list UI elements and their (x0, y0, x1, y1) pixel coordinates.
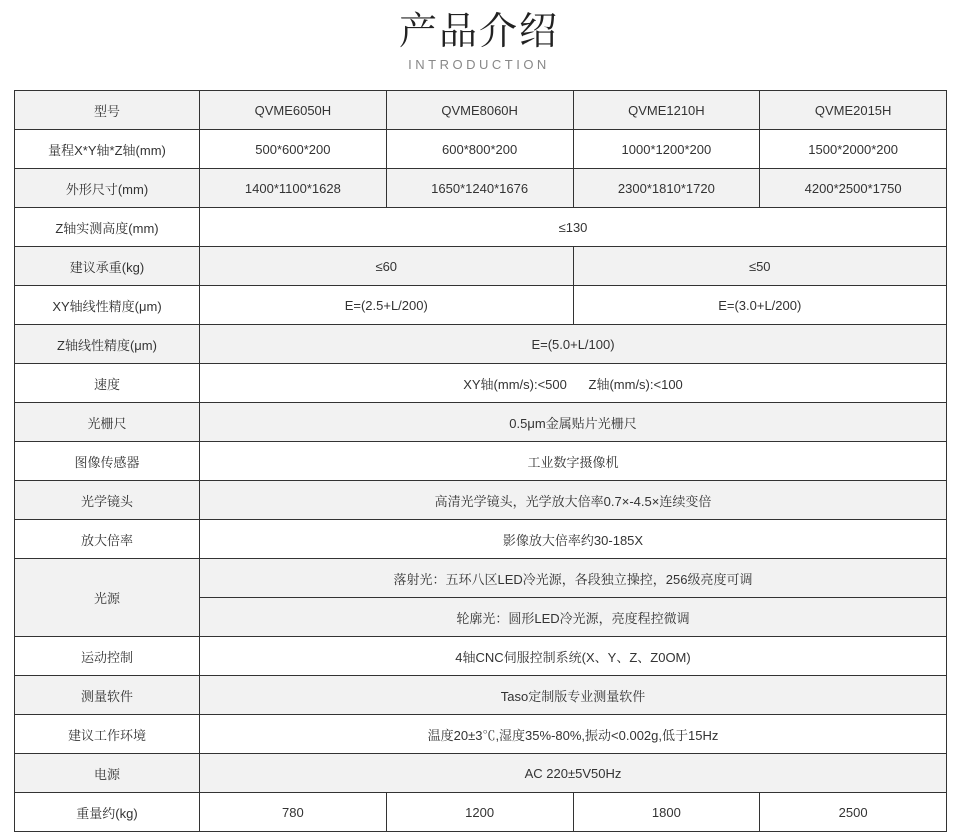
table-row (15, 247, 947, 286)
row-label: 建议承重(kg) (15, 247, 200, 286)
row-label: 速度 (15, 364, 200, 403)
table-row (15, 676, 947, 715)
table-row (15, 793, 947, 832)
table-cell: 轮廓光：圆形LED冷光源，亮度程控微调 (200, 598, 947, 637)
table-cell: AC 220±5V50Hz (200, 754, 947, 793)
table-cell: E=(3.0+L/200) (573, 286, 947, 325)
table-row (15, 130, 947, 169)
table-cell: QVME2015H (760, 91, 947, 130)
table-row (15, 520, 947, 559)
table-cell: E=(5.0+L/100) (200, 325, 947, 364)
table-row (15, 325, 947, 364)
row-label: 型号 (15, 91, 200, 130)
table-cell: XY轴(mm/s):<500 Z轴(mm/s):<100 (200, 364, 947, 403)
row-label: 建议工作环境 (15, 715, 200, 754)
page-subtitle: INTRODUCTION (408, 57, 550, 72)
row-label: 运动控制 (15, 637, 200, 676)
row-label: XY轴线性精度(μm) (15, 286, 200, 325)
table-cell: ≤60 (200, 247, 574, 286)
table-cell: QVME1210H (573, 91, 760, 130)
table-row (15, 403, 947, 442)
table-cell: 1400*1100*1628 (200, 169, 387, 208)
table-cell: ≤130 (200, 208, 947, 247)
table-cell: 2300*1810*1720 (573, 169, 760, 208)
table-cell: 1000*1200*200 (573, 130, 760, 169)
table-row (15, 208, 947, 247)
table-row (15, 91, 947, 130)
table-row (15, 715, 947, 754)
row-label: 外形尺寸(mm) (15, 169, 200, 208)
table-row (15, 481, 947, 520)
table-row (15, 637, 947, 676)
spec-table (14, 90, 947, 832)
row-label: 放大倍率 (15, 520, 200, 559)
table-cell: 高清光学镜头，光学放大倍率0.7×-4.5×连续变倍 (200, 481, 947, 520)
table-row (15, 559, 947, 598)
row-label: Z轴实测高度(mm) (15, 208, 200, 247)
table-cell: 4200*2500*1750 (760, 169, 947, 208)
row-label: Z轴线性精度(μm) (15, 325, 200, 364)
table-row (15, 364, 947, 403)
row-label: 图像传感器 (15, 442, 200, 481)
row-label: 测量软件 (15, 676, 200, 715)
row-label: 光学镜头 (15, 481, 200, 520)
table-row (15, 442, 947, 481)
table-cell: 2500 (760, 793, 947, 832)
page-title: 产品介绍 (398, 9, 559, 53)
row-label: 电源 (15, 754, 200, 793)
table-cell: 温度20±3℃,湿度35%-80%,振动<0.002g,低于15Hz (200, 715, 947, 754)
table-row (15, 286, 947, 325)
table-cell: 780 (200, 793, 387, 832)
table-cell: 工业数字摄像机 (200, 442, 947, 481)
table-cell: ≤50 (573, 247, 947, 286)
table-cell: 1200 (386, 793, 573, 832)
table-cell: QVME8060H (386, 91, 573, 130)
table-cell: 1650*1240*1676 (386, 169, 573, 208)
table-cell: 600*800*200 (386, 130, 573, 169)
table-row (15, 754, 947, 793)
table-cell: 0.5μm金属贴片光栅尺 (200, 403, 947, 442)
table-cell: 500*600*200 (200, 130, 387, 169)
table-cell: E=(2.5+L/200) (200, 286, 574, 325)
table-cell: Taso定制版专业测量软件 (200, 676, 947, 715)
row-label: 重量约(kg) (15, 793, 200, 832)
row-label: 光栅尺 (15, 403, 200, 442)
row-label: 量程X*Y轴*Z轴(mm) (15, 130, 200, 169)
table-cell: 落射光：五环八区LED冷光源，各段独立操控，256级亮度可调 (200, 559, 947, 598)
table-cell: 4轴CNC伺服控制系统(X、Y、Z、Z0OM) (200, 637, 947, 676)
table-cell: 影像放大倍率约30-185X (200, 520, 947, 559)
table-cell: 1500*2000*200 (760, 130, 947, 169)
row-label: 光源 (15, 559, 200, 637)
table-cell: 1800 (573, 793, 760, 832)
table-row (15, 169, 947, 208)
table-cell: QVME6050H (200, 91, 387, 130)
